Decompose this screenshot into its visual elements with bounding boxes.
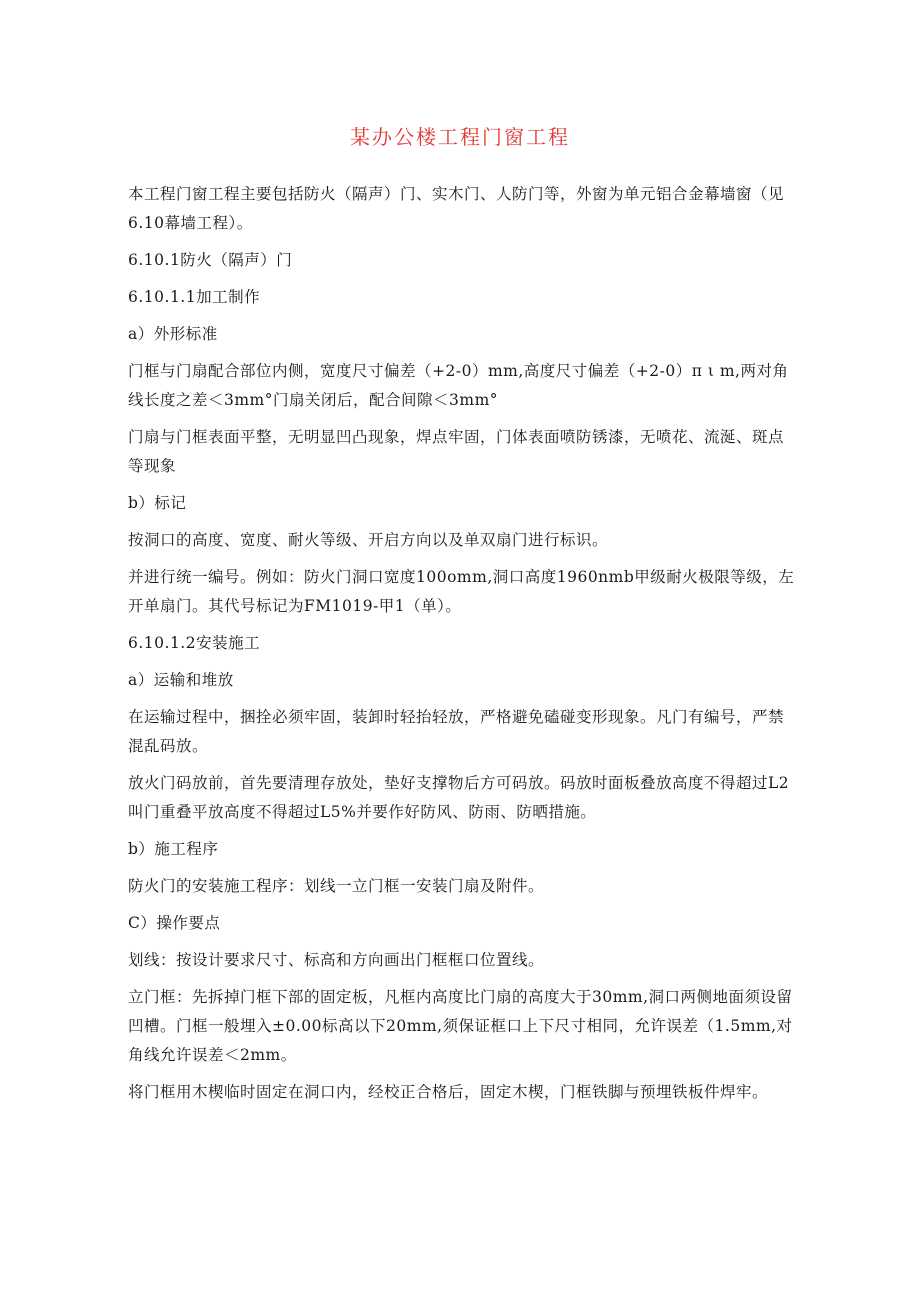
- paragraph-stacking: 放火门码放前，首先要清理存放处，垫好支撑物后方可码放。码放时面板叠放高度不得超过L2叫门重叠平放高度不得超过L5%并要作好防风、防雨、防晒措施。: [128, 774, 790, 821]
- heading-6-10-1-1: 6.10.1.1加工制作: [128, 288, 261, 306]
- document-body: [128, 180, 796, 1107]
- heading-6-10-1: 6.10.1防火（隔声）门: [128, 251, 293, 269]
- paragraph-frame-tolerance: 门框与门扇配合部位内侧，宽度尺寸偏差（+2-0）mm,高度尺寸偏差（+2-0）π ι m,两对角线长度之差＜3mm°门扇关闭后，配合间隙＜3mm°: [128, 362, 789, 409]
- subheading-a-shape-standard: a）外形标准: [128, 325, 218, 343]
- paragraph-numbering: 并进行统一编号。例如：防火门洞口宽度100omm,洞口高度1960nmb甲级耐火极限等级，左开单扇门。其代号标记为FM1019-甲1（单）。: [128, 568, 795, 615]
- subheading-b-marking: b）标记: [128, 494, 187, 512]
- subheading-a-transport: a）运输和堆放: [128, 671, 234, 689]
- paragraph-surface: 门扇与门框表面平整，无明显凹凸现象，焊点牢固，门体表面喷防锈漆，无喷花、流涎、斑点等现象: [128, 428, 785, 475]
- paragraph-fix-frame: 将门框用木楔临时固定在洞口内，经校正合格后，固定木楔，门框铁脚与预埋铁板件焊牢。: [128, 1083, 769, 1101]
- paragraph-transport: 在运输过程中，捆拴必须牢固，装卸时轻抬轻放，严格避免磕碰变形现象。凡门有编号，严禁混乱码放。: [128, 708, 785, 755]
- subheading-b-procedure: b）施工程序: [128, 840, 219, 858]
- heading-6-10-1-2: 6.10.1.2安装施工: [128, 634, 261, 652]
- subheading-c-key-points: C）操作要点: [128, 914, 221, 932]
- paragraph-intro: 本工程门窗工程主要包括防火（隔声）门、实木门、人防门等，外窗为单元铝合金幕墙窗（见6.10幕墙工程）。: [128, 185, 785, 232]
- paragraph-procedure: 防火门的安装施工程序：划线一立门框一安装门扇及附件。: [128, 877, 545, 895]
- paragraph-marking-line: 划线：按设计要求尺寸、标高和方向画出门框框口位置线。: [128, 951, 545, 969]
- document-title: 某办公楼工程门窗工程: [350, 125, 570, 149]
- paragraph-erect-frame: 立门框：先拆掉门框下部的固定板，凡框内高度比门扇的高度大于30mm,洞口两侧地面须设留凹槽。门框一般埋入±0.00标高以下20mm,须保证框口上下尺寸相同，允许误差（1.5mm,对角线允许误差＜2mm。: [128, 988, 793, 1064]
- paragraph-identification: 按洞口的高度、宽度、耐火等级、开启方向以及单双扇门进行标识。: [128, 531, 609, 549]
